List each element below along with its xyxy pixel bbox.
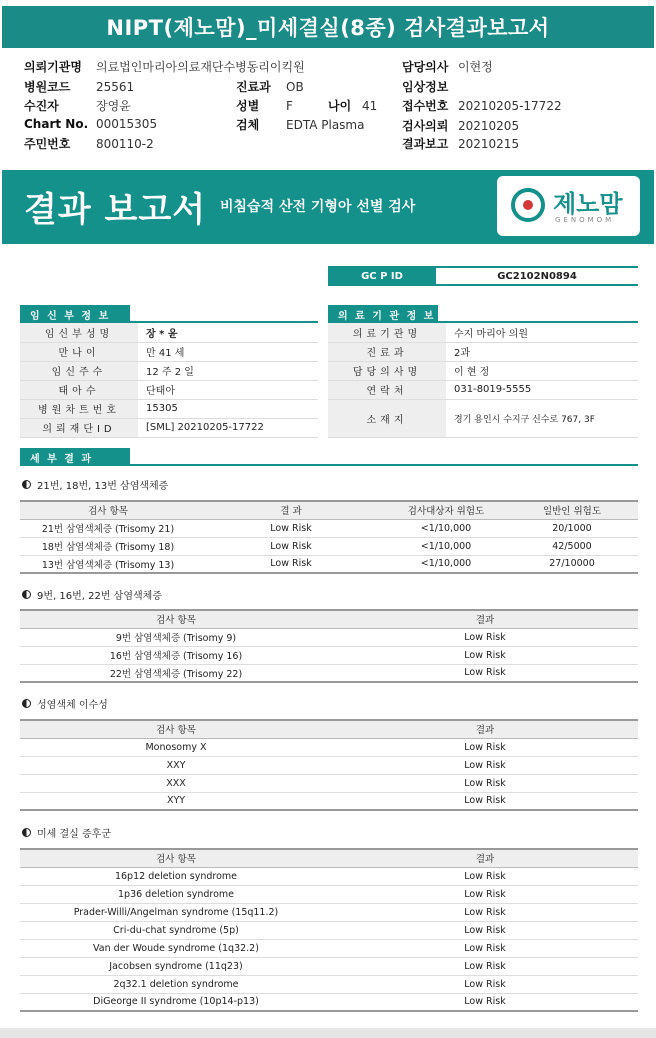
report-title: NIPT(제노맘)_미세결실(8종) 검사결과보고서 [2, 6, 654, 48]
table-row: 22번 삼염색체증 (Trisomy 22) Low Risk [20, 664, 638, 682]
table-header-row: 검사 항목 결 과 검사대상자 위험도 일반인 위험도 [20, 501, 638, 519]
table-row: 9번 삼염색체증 (Trisomy 9) Low Risk [20, 628, 638, 646]
table-row: Cri-du-chat syndrome (5p) Low Risk [20, 921, 638, 939]
patient-info-table [20, 323, 318, 438]
result-table-trisomy-21-18-13 [20, 500, 638, 574]
header-department: 진료과 OB [236, 80, 304, 94]
group-title-trisomy-21-18-13: 21번, 18번, 13번 삼염색체증 [22, 477, 168, 492]
table-row: 연락처 031-8019-5555 [328, 380, 638, 399]
table-header-row: 검사 항목 결과 [20, 720, 638, 738]
table-row: 의료기관명 수지 마리아 의원 [328, 323, 638, 342]
half-circle-icon [22, 699, 31, 708]
table-row: Prader-Willi/Angelman syndrome (15q11.2) Low Risk [20, 903, 638, 921]
result-table-trisomy-9-16-22 [20, 609, 638, 683]
table-row: 담당의사명 이 현 정 [328, 361, 638, 380]
half-circle-icon [22, 828, 31, 837]
table-row: 1p36 deletion syndrome Low Risk [20, 885, 638, 903]
table-row: 소재지 경기 용인시 수지구 신수로 767, 3F [328, 399, 638, 437]
details-divider [20, 464, 638, 466]
group-title-sex-chromosome: 성염색체 이수성 [22, 696, 108, 711]
result-table-microdeletion [20, 848, 638, 1012]
header-accession-no: 접수번호 20210205-17722 [402, 99, 562, 113]
table-row: DiGeorge II syndrome (10p14-p13) Low Risk [20, 993, 638, 1011]
logo-subtext: GENOMOM [555, 216, 615, 224]
patient-info-tag: 임 신 부 정 보 [20, 305, 130, 323]
header-institution: 의뢰기관명 의료법인마리아의료재단수병동리이킥원 [24, 60, 305, 74]
gcpid-value: GC2102N0894 [436, 266, 638, 286]
table-row: 태아수 단태아 [20, 380, 318, 399]
banner-title: 결과 보고서 [24, 190, 207, 230]
page-footer-bar [0, 1028, 656, 1038]
table-row: 만나이 만 41 세 [20, 342, 318, 361]
header-patient: 수진자 장영윤 [24, 99, 131, 113]
header-sex: 성별 F [236, 99, 293, 113]
header-hospital-code: 병원코드 25561 [24, 80, 135, 94]
table-row: XYY Low Risk [20, 792, 638, 810]
result-table-sex-chromosome [20, 719, 638, 811]
half-circle-icon [22, 590, 31, 599]
header-age: 나이 41 [328, 99, 378, 113]
table-row: 2q32.1 deletion syndrome Low Risk [20, 975, 638, 993]
header-specimen: 검체 EDTA Plasma [236, 118, 365, 132]
report-banner [2, 170, 654, 244]
table-row: Van der Woude syndrome (1q32.2) Low Risk [20, 939, 638, 957]
table-header-row: 검사 항목 결과 [20, 610, 638, 628]
logo-text: 제노맘 [553, 190, 623, 218]
header-chart-no: Chart No. 00015305 [24, 117, 158, 131]
table-row: XXY Low Risk [20, 756, 638, 774]
table-row: 임신주수 12 주 2 일 [20, 361, 318, 380]
table-row: 의뢰재단ID [SML] 20210205-17722 [20, 418, 318, 437]
table-row: Monosomy X Low Risk [20, 738, 638, 756]
table-row: 18번 삼염색체증 (Trisomy 18) Low Risk <1/10,000 42/5000 [20, 537, 638, 555]
details-tag: 세 부 결 과 [20, 448, 130, 466]
table-header-row: 검사 항목 결과 [20, 849, 638, 867]
table-row: 16p12 deletion syndrome Low Risk [20, 867, 638, 885]
table-row: 임신부성명 장 * 윤 [20, 323, 318, 342]
banner-subtitle: 비침습적 산전 기형아 선별 검사 [220, 199, 416, 215]
gcpid-label: GC P ID [328, 266, 436, 286]
logo-mark-icon [511, 188, 545, 222]
table-row: 13번 삼염색체증 (Trisomy 13) Low Risk <1/10,000 27/10000 [20, 555, 638, 573]
table-row: 21번 삼염색체증 (Trisomy 21) Low Risk <1/10,000 20/1000 [20, 519, 638, 537]
table-row: Jacobsen syndrome (11q23) Low Risk [20, 957, 638, 975]
table-row: 병원차트번호 15305 [20, 399, 318, 418]
table-row: 16번 삼염색체증 (Trisomy 16) Low Risk [20, 646, 638, 664]
group-title-trisomy-9-16-22: 9번, 16번, 22번 삼염색체증 [22, 587, 162, 602]
header-request-date: 검사의뢰 20210205 [402, 119, 520, 133]
header-resident-no: 주민번호 800110-2 [24, 137, 154, 151]
header-doctor: 담당의사 이현정 [402, 60, 493, 74]
half-circle-icon [22, 480, 31, 489]
institution-info-table [328, 323, 638, 438]
group-title-microdeletion: 미세 결실 증후군 [22, 825, 111, 840]
table-row: XXX Low Risk [20, 774, 638, 792]
header-clinical-info: 임상정보 [402, 80, 449, 94]
genomom-logo [497, 176, 640, 236]
header-report-date: 결과보고 20210215 [402, 137, 520, 151]
institution-info-tag: 의 료 기 관 정 보 [328, 305, 438, 323]
table-row: 진료과 2과 [328, 342, 638, 361]
